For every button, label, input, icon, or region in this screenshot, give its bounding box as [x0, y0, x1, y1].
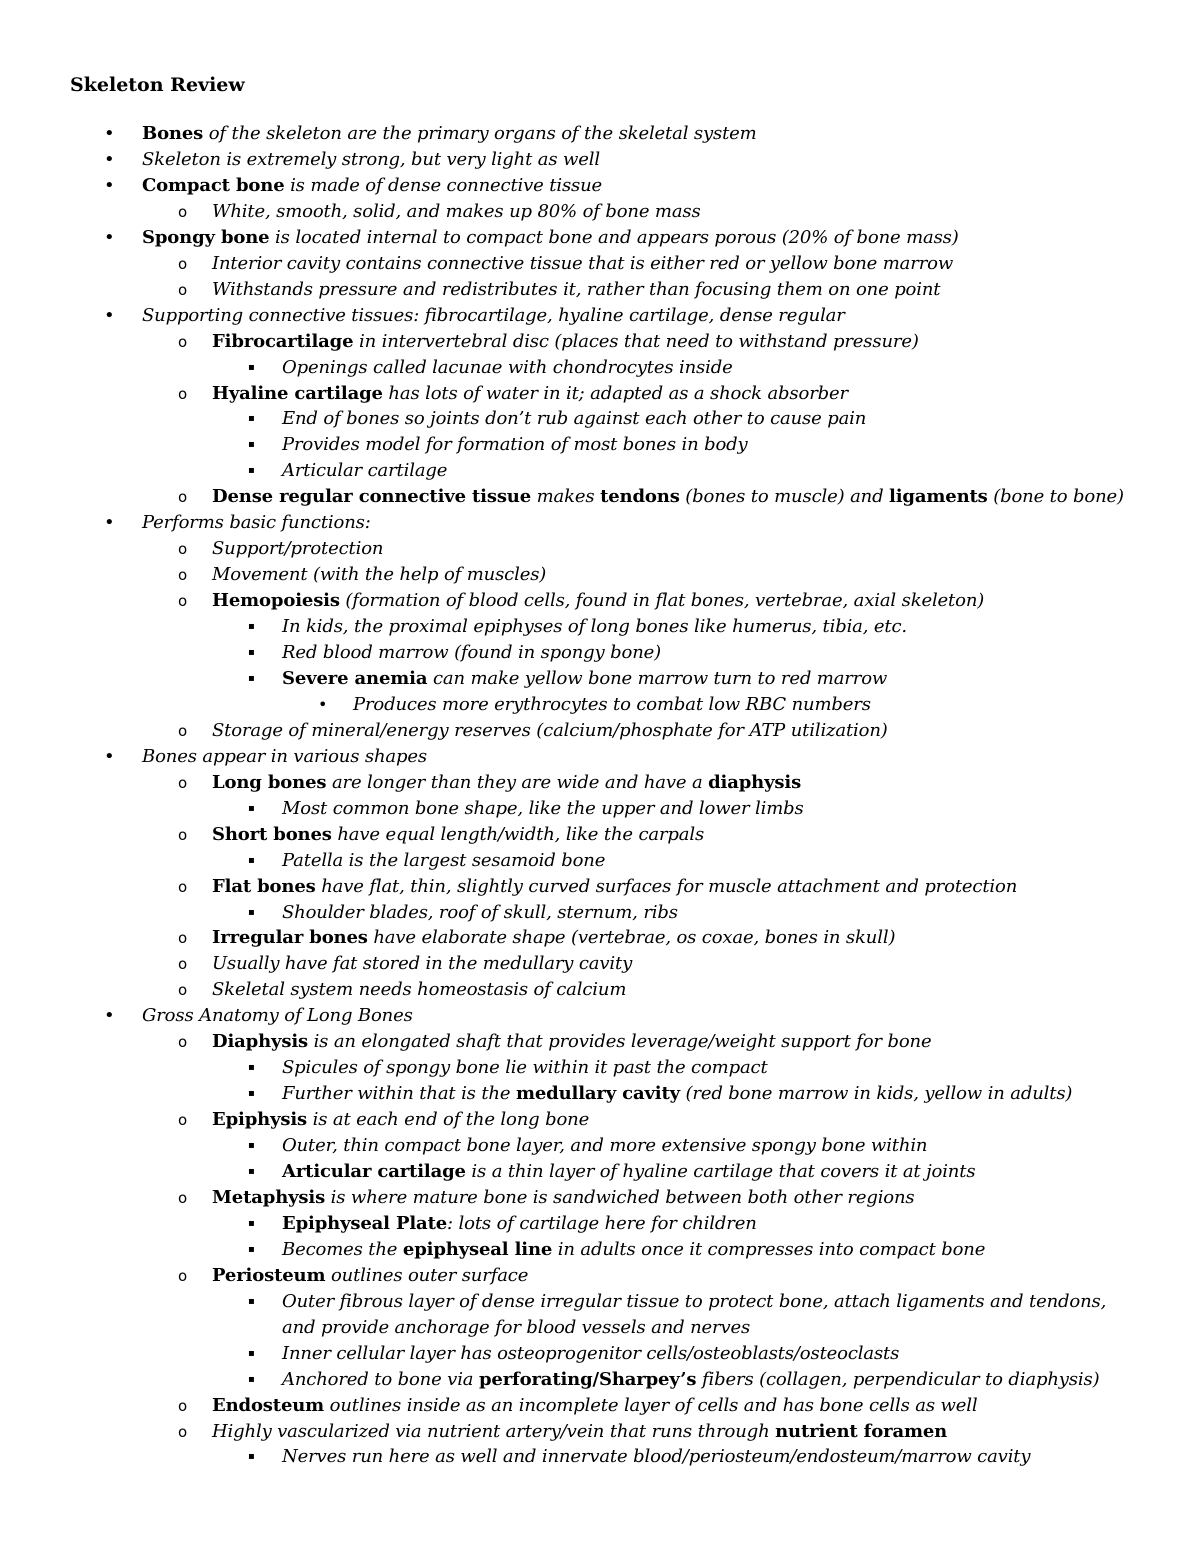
item-text: Movement (with the help of muscles) — [212, 564, 547, 585]
bold-term: Bones — [142, 123, 204, 144]
bold-term: diaphysis — [708, 772, 802, 793]
bold-term: Periosteum — [212, 1265, 326, 1286]
list-item — [212, 1420, 947, 1444]
item-text: Gross Anatomy of Long Bones — [142, 1005, 413, 1026]
bullet-marker: • — [104, 149, 115, 170]
list-item — [212, 382, 848, 406]
bullet-marker: o — [178, 281, 188, 299]
bullet-marker: ▪ — [248, 1088, 255, 1099]
bold-term: Hemopoiesis — [212, 590, 340, 611]
bullet-marker: o — [178, 826, 188, 844]
bullet-marker: ▪ — [248, 465, 255, 476]
item-text: Openings called lacunae with chondrocytes inside — [282, 357, 733, 378]
bold-term: Compact bone — [142, 175, 285, 196]
bullet-marker: o — [178, 722, 188, 740]
bold-term: Long bones — [212, 772, 327, 793]
item-text: in adults once it compresses into compact bone — [552, 1239, 986, 1260]
item-text: Skeleton is extremely strong, but very light as well — [142, 149, 600, 170]
list-item — [282, 459, 447, 483]
list-item — [212, 252, 953, 276]
bold-term: epiphyseal line — [402, 1239, 553, 1260]
list-item — [282, 641, 661, 665]
bullet-marker: • — [104, 746, 115, 767]
bold-term: Articular cartilage — [282, 1161, 466, 1182]
bullet-marker: ▪ — [248, 1218, 255, 1229]
item-text: Red blood marrow (found in spongy bone) — [282, 642, 662, 663]
list-item — [212, 978, 626, 1002]
bold-term: Hyaline cartilage — [212, 383, 383, 404]
list-item — [212, 952, 632, 976]
item-text: Bones appear in various shapes — [142, 746, 427, 767]
item-text: (bones to muscle) and — [679, 486, 890, 507]
item-text: is made of dense connective tissue — [284, 175, 603, 196]
list-item — [282, 1082, 1072, 1106]
bullet-marker: • — [318, 695, 328, 714]
bullet-marker: ▪ — [248, 1244, 255, 1255]
bold-term: Metaphysis — [212, 1187, 326, 1208]
page-title: Skeleton Review — [70, 74, 245, 96]
bullet-marker: • — [104, 227, 115, 248]
item-text: fibers (collagen, perpendicular to diaphysis) — [696, 1369, 1100, 1390]
list-item — [142, 226, 959, 250]
bullet-marker: ▪ — [248, 803, 255, 814]
item-text: outlines outer surface — [325, 1265, 529, 1286]
item-text: in intervertebral disc (places that need to withstand pressure) — [353, 331, 919, 352]
list-item — [142, 122, 757, 146]
item-text: Usually have fat stored in the medullary cavity — [212, 953, 633, 974]
bullet-marker: ▪ — [248, 621, 255, 632]
list-item — [212, 1264, 528, 1288]
list-item — [212, 771, 801, 795]
bullet-marker: o — [178, 255, 188, 273]
list-item — [212, 200, 701, 224]
item-text: (formation of blood cells, found in flat bones, vertebrae, axial skeleton) — [339, 590, 985, 611]
list-item — [282, 1160, 975, 1184]
bold-term: Spongy bone — [142, 227, 270, 248]
list-item — [282, 356, 733, 380]
list-item — [282, 1212, 757, 1236]
item-text: Highly vascularized via nutrient artery/vein that runs through — [212, 1421, 776, 1442]
item-text: Inner cellular layer has osteoprogenitor cells/osteoblasts/osteoclasts — [282, 1343, 900, 1364]
bullet-marker: • — [104, 123, 115, 144]
bold-term: Fibrocartilage — [212, 331, 354, 352]
item-text: Supporting connective tissues: fibrocartilage, hyaline cartilage, dense regular — [142, 305, 845, 326]
item-text: Outer fibrous layer of dense irregular tissue to protect bone, attach ligaments and tendons, — [282, 1291, 1107, 1312]
item-text: and provide anchorage for blood vessels and nerves — [282, 1317, 751, 1338]
item-text: Further within that is the — [282, 1083, 516, 1104]
bullet-marker: ▪ — [248, 673, 255, 684]
bullet-marker: o — [178, 385, 188, 403]
bullet-marker: o — [178, 566, 188, 584]
list-item — [282, 797, 804, 821]
bold-term: Epiphysis — [212, 1109, 308, 1130]
bold-term: Dense regular connective tissue — [212, 486, 532, 507]
bullet-marker: ▪ — [248, 1062, 255, 1073]
list-item — [142, 148, 600, 172]
list-item — [212, 278, 940, 302]
list-item — [142, 174, 602, 198]
list-item — [212, 719, 888, 743]
item-text: Shoulder blades, roof of skull, sternum, ribs — [282, 902, 678, 923]
item-text: is where mature bone is sandwiched between both other regions — [325, 1187, 915, 1208]
bullet-marker: ▪ — [248, 855, 255, 866]
list-item — [212, 823, 704, 847]
list-item — [142, 511, 371, 535]
bullet-marker: o — [178, 1397, 188, 1415]
list-item — [282, 901, 678, 925]
item-text: Anchored to bone via — [282, 1369, 479, 1390]
bullet-marker: • — [104, 305, 115, 326]
item-text: Withstands pressure and redistributes it, rather than focusing them on one point — [212, 279, 941, 300]
bullet-marker: o — [178, 592, 188, 610]
bullet-marker: ▪ — [248, 1140, 255, 1151]
bullet-marker: ▪ — [248, 439, 255, 450]
list-item — [212, 563, 546, 587]
item-text: Interior cavity contains connective tissue that is either red or yellow bone marrow — [212, 253, 954, 274]
list-item — [353, 693, 871, 717]
list-item — [212, 1108, 589, 1132]
list-item — [282, 1238, 985, 1262]
bullet-marker: o — [178, 929, 188, 947]
bold-term: Epiphyseal Plate — [282, 1213, 448, 1234]
list-item — [282, 1134, 927, 1158]
item-text: have equal length/width, like the carpals — [331, 824, 705, 845]
list-item — [212, 1394, 978, 1418]
bullet-marker: o — [178, 488, 188, 506]
item-text: Patella is the largest sesamoid bone — [282, 850, 606, 871]
bold-term: Diaphysis — [212, 1031, 308, 1052]
list-item — [282, 1445, 1030, 1469]
item-text: Storage of mineral/energy reserves (calcium/phosphate for ATP utilization) — [212, 720, 888, 741]
list-item — [142, 1004, 413, 1028]
item-text: Spicules of spongy bone lie within it past the compact — [282, 1057, 768, 1078]
item-text: Produces more erythrocytes to combat low RBC numbers — [353, 694, 871, 715]
list-item — [282, 407, 866, 431]
bullet-marker: o — [178, 878, 188, 896]
list-item — [212, 875, 1017, 899]
bold-term: Severe anemia — [282, 668, 428, 689]
bullet-marker: ▪ — [248, 1451, 255, 1462]
item-text: (red bone marrow in kids, yellow in adults) — [679, 1083, 1073, 1104]
bullet-marker: o — [178, 981, 188, 999]
list-item — [282, 1290, 1106, 1314]
bold-term: Endosteum — [212, 1395, 325, 1416]
item-text: Outer, thin compact bone layer, and more extensive spongy bone within — [282, 1135, 928, 1156]
item-text: In kids, the proximal epiphyses of long bones like humerus, tibia, etc. — [282, 616, 907, 637]
bullet-marker: ▪ — [248, 362, 255, 373]
bold-term: Flat bones — [212, 876, 316, 897]
bullet-marker: o — [178, 203, 188, 221]
bullet-marker: • — [104, 512, 115, 533]
item-text: Most common bone shape, like the upper and lower limbs — [282, 798, 804, 819]
item-text: can make yellow bone marrow turn to red marrow — [427, 668, 888, 689]
bullet-marker: o — [178, 955, 188, 973]
item-text: is an elongated shaft that provides leverage/weight support for bone — [308, 1031, 932, 1052]
list-item — [282, 433, 748, 457]
item-text: White, smooth, solid, and makes up 80% of bone mass — [212, 201, 701, 222]
item-text: has lots of water in it; adapted as a shock absorber — [382, 383, 848, 404]
bullet-marker: o — [178, 1267, 188, 1285]
bullet-marker: o — [178, 1423, 188, 1441]
item-text: : lots of cartilage here for children — [447, 1213, 757, 1234]
bullet-marker: o — [178, 774, 188, 792]
item-text: End of bones so joints don’t rub against each other to cause pain — [282, 408, 867, 429]
bullet-marker: o — [178, 540, 188, 558]
item-text: Support/protection — [212, 538, 384, 559]
bullet-marker: ▪ — [248, 907, 255, 918]
list-item-continuation — [282, 1316, 750, 1340]
bold-term: Short bones — [212, 824, 332, 845]
bullet-marker: • — [104, 175, 115, 196]
bullet-marker: o — [178, 333, 188, 351]
item-text: (bone to bone) — [987, 486, 1124, 507]
bold-term: ligaments — [889, 486, 988, 507]
item-text: are longer than they are wide and have a — [326, 772, 709, 793]
bullet-marker: ▪ — [248, 1296, 255, 1307]
item-text: Skeletal system needs homeostasis of calcium — [212, 979, 627, 1000]
list-item — [212, 926, 895, 950]
list-item — [212, 330, 919, 354]
bullet-marker: ▪ — [248, 647, 255, 658]
bold-term: nutrient foramen — [775, 1421, 948, 1442]
bullet-marker: o — [178, 1111, 188, 1129]
list-item — [212, 1186, 915, 1210]
bullet-marker: o — [178, 1189, 188, 1207]
list-item — [212, 485, 1124, 509]
list-item — [212, 1030, 931, 1054]
item-text: is located internal to compact bone and appears porous (20% of bone mass) — [269, 227, 959, 248]
list-item — [212, 589, 984, 613]
item-text: Articular cartilage — [282, 460, 448, 481]
bullet-marker: ▪ — [248, 1348, 255, 1359]
bold-term: perforating/Sharpey’s — [478, 1369, 697, 1390]
bullet-marker: ▪ — [248, 413, 255, 424]
bold-term: Irregular bones — [212, 927, 368, 948]
list-item — [212, 537, 383, 561]
item-text: have elaborate shape (vertebrae, os coxae, bones in skull) — [367, 927, 896, 948]
list-item — [142, 304, 845, 328]
list-item — [282, 615, 907, 639]
list-item — [142, 745, 427, 769]
item-text: Becomes the — [282, 1239, 403, 1260]
bullet-marker: o — [178, 1033, 188, 1051]
item-text: outlines inside as an incomplete layer of cells and has bone cells as well — [324, 1395, 978, 1416]
item-text: have flat, thin, slightly curved surfaces for muscle attachment and protection — [315, 876, 1018, 897]
bold-term: medullary cavity — [515, 1083, 680, 1104]
item-text: makes — [531, 486, 601, 507]
item-text: Performs basic functions: — [142, 512, 371, 533]
item-text: is a thin layer of hyaline cartilage that covers it at joints — [465, 1161, 976, 1182]
item-text: Provides model for formation of most bones in body — [282, 434, 748, 455]
item-text: Nerves run here as well and innervate blood/periosteum/endosteum/marrow cavity — [282, 1446, 1031, 1467]
list-item — [282, 1056, 768, 1080]
list-item — [282, 1342, 899, 1366]
bullet-marker: • — [104, 1005, 115, 1026]
item-text: is at each end of the long bone — [307, 1109, 590, 1130]
bullet-marker: ▪ — [248, 1374, 255, 1385]
list-item — [282, 667, 887, 691]
item-text: of the skeleton are the primary organs of the skeletal system — [203, 123, 757, 144]
bullet-marker: ▪ — [248, 1166, 255, 1177]
list-item — [282, 1368, 1099, 1392]
list-item — [282, 849, 605, 873]
bold-term: tendons — [600, 486, 680, 507]
